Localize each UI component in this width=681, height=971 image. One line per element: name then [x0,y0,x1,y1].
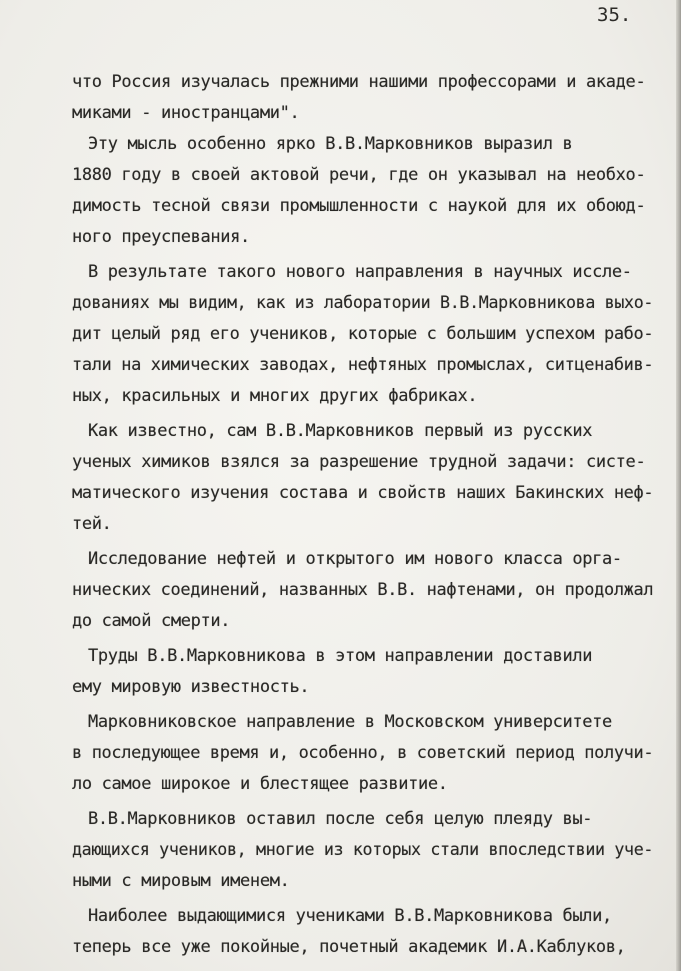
text-line: Как известно, сам В.В.Марковников первый из русских [88,421,593,441]
text-line: Исследование нефтей и открытого им нового класса орга- [88,549,622,569]
text-line: ему мировую известность. [72,677,310,697]
text-line: что Россия изучалась прежними нашими профессорами и акаде- [72,72,646,92]
text-line: тали на химических заводах, нефтяных промыслах, ситценабив- [72,355,654,375]
text-line: Марковниковское направление в Московском университете [88,712,612,732]
text-line: дит целый ряд его учеников, которые с большим успехом рабо- [72,324,654,344]
text-line: дающихся учеников, многие из которых стали впоследствии уче- [72,840,654,860]
text-line: теперь все уже покойные, почетный академик И.А.Каблуков, [72,937,626,957]
text-line: до самой смерти. [72,611,231,631]
text-line: Эту мысль особенно ярко В.В.Марковников выразил в [88,134,573,154]
text-line: миками - иностранцами". [72,103,300,123]
text-line: димость тесной связи промышленности с наукой для их обоюд- [72,196,646,216]
text-line: ными с мировым именем. [72,871,290,891]
text-line: дованиях мы видим, как из лаборатории В.В.Марковникова выхо- [72,293,654,313]
text-line: Труды В.В.Марковникова в этом направлении доставили [88,646,593,666]
text-line: 1880 году в своей актовой речи, где он указывал на необхо- [72,165,646,185]
text-line: тей. [72,514,112,534]
text-line: матического изучения состава и свойств наших Бакинских неф- [72,483,654,503]
text-line: В результате такого нового направления в научных иссле- [88,262,632,282]
text-line: ученых химиков взялся за разрешение трудной задачи: систе- [72,452,646,472]
page-edge-shadow [676,0,681,971]
text-line: Наиболее выдающимися учениками В.В.Марковникова были, [88,906,612,926]
page-number: 35. [597,4,632,26]
text-line: ного преуспевания. [72,227,250,247]
text-line: ло самое широкое и блестящее развитие. [72,774,448,794]
text-line: В.В.Марковников оставил после себя целую плеяду вы- [88,809,593,829]
text-line: ных, красильных и многих других фабриках. [72,386,478,406]
text-line: нических соединений, названных В.В. нафтенами, он продолжал [72,580,654,600]
text-line: в последующее время и, особенно, в советский период получи- [72,743,654,763]
